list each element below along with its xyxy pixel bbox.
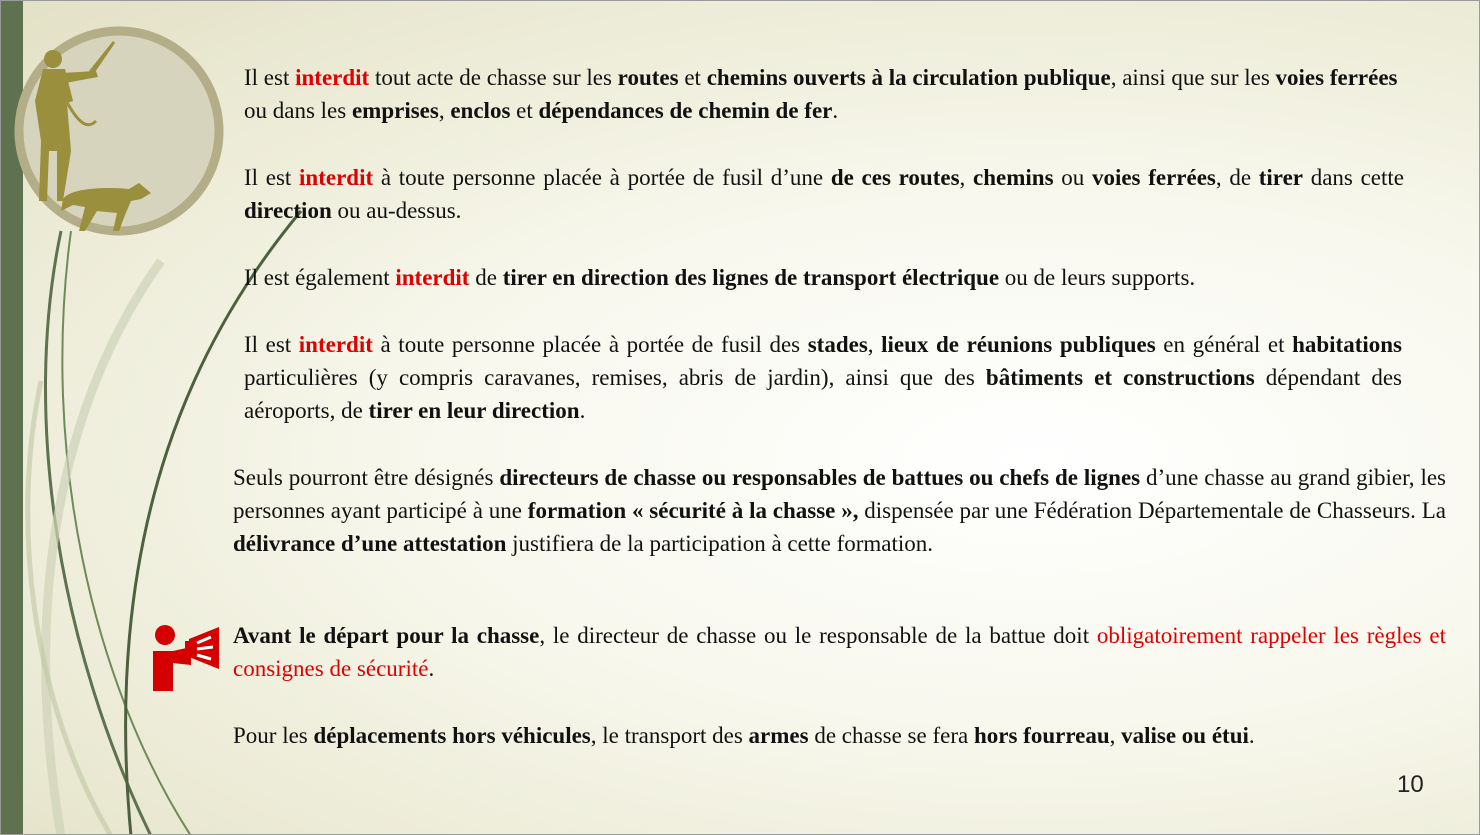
text: de chasse se fera xyxy=(808,723,974,748)
text: Il est xyxy=(244,332,299,357)
page-number: 10 xyxy=(1397,771,1424,798)
bold-text: formation « sécurité à la chasse », xyxy=(527,498,859,523)
text: dépendant des aéroports, de xyxy=(244,365,1402,423)
bold-text: voies ferrées xyxy=(1091,165,1216,190)
bold-text: directeurs de chasse ou responsables de battues ou chefs de lignes xyxy=(499,465,1141,490)
text: tout acte de chasse sur les xyxy=(369,65,618,90)
bold-text: valise ou étui xyxy=(1121,723,1249,748)
emphasis-interdit: interdit xyxy=(395,265,470,290)
emphasis-interdit: interdit xyxy=(298,332,373,357)
text: et xyxy=(678,65,707,90)
text: , xyxy=(959,165,974,190)
paragraph-power-lines xyxy=(244,261,1414,294)
bold-text: voies ferrées xyxy=(1275,65,1398,90)
text: à toute personne placée à portée de fusil des xyxy=(372,332,808,357)
text: et xyxy=(510,98,539,123)
bold-text: de ces routes xyxy=(830,165,960,190)
bold-text: hors fourreau xyxy=(973,723,1110,748)
bold-text: emprises xyxy=(351,98,439,123)
paragraph-shooting-direction xyxy=(244,161,1404,227)
text: ou dans les xyxy=(244,98,352,123)
red-emphasis: obligatoirement rappeler les règles et consignes de sécurité xyxy=(233,623,1446,681)
text: Il est xyxy=(244,65,296,90)
bold-text: déplacements hors véhicules xyxy=(313,723,591,748)
text: à toute personne placée à portée de fusil d’une xyxy=(373,165,831,190)
text: , de xyxy=(1215,165,1259,190)
text: Il est également xyxy=(244,265,396,290)
text: . xyxy=(832,98,839,123)
text: de xyxy=(469,265,503,290)
text: Pour les xyxy=(233,723,314,748)
paragraph-roads-railways xyxy=(244,61,1404,127)
paragraph-hunt-directors xyxy=(233,461,1446,560)
text: ou au-dessus. xyxy=(331,198,462,223)
text: Il est xyxy=(244,165,300,190)
text: dispensée par une Fédération Départementale de Chasseurs. La xyxy=(858,498,1446,523)
bold-text: lieux de réunions publiques xyxy=(881,332,1156,357)
paragraph-public-places xyxy=(244,328,1402,427)
bold-text: routes xyxy=(617,65,679,90)
bold-text: direction xyxy=(244,198,332,223)
bold-text: enclos xyxy=(450,98,511,123)
bold-text: tirer en leur direction xyxy=(368,398,580,423)
text: d’une chasse au grand gibier, les personnes ayant participé à une xyxy=(233,465,1446,523)
bold-text: délivrance d’une attestation xyxy=(233,531,507,556)
text: , xyxy=(867,332,882,357)
text: particulières (y compris caravanes, remises, abris de jardin), ainsi que des xyxy=(244,365,986,390)
emphasis-interdit: interdit xyxy=(295,65,370,90)
bold-text: armes xyxy=(748,723,809,748)
decor-stem-1 xyxy=(45,231,151,835)
text: ou de leurs supports. xyxy=(999,265,1196,290)
bold-text: tirer en direction des lignes de transport électrique xyxy=(502,265,1000,290)
text: . xyxy=(579,398,586,423)
text: , ainsi que sur les xyxy=(1110,65,1276,90)
bold-text: stades xyxy=(807,332,868,357)
paragraph-weapon-transport xyxy=(233,719,1446,752)
bold-text: tirer xyxy=(1258,165,1304,190)
bold-text: bâtiments et constructions xyxy=(985,365,1255,390)
bold-text: Avant le départ pour la chasse xyxy=(233,623,540,648)
text: , le directeur de chasse ou le responsable de la battue doit xyxy=(539,623,1097,648)
paragraph-before-departure xyxy=(233,619,1446,685)
text: en général et xyxy=(1155,332,1293,357)
bold-text: dépendances de chemin de fer xyxy=(538,98,833,123)
megaphone-person-icon xyxy=(151,621,223,693)
text: ou xyxy=(1053,165,1092,190)
text: , xyxy=(1109,723,1122,748)
text: , le transport des xyxy=(590,723,749,748)
emphasis-interdit: interdit xyxy=(299,165,374,190)
bold-text: chemins ouverts à la circulation publique xyxy=(706,65,1111,90)
text: , xyxy=(438,98,451,123)
bold-text: chemins xyxy=(973,165,1054,190)
text: dans cette xyxy=(1303,165,1405,190)
bold-text: habitations xyxy=(1292,332,1403,357)
text: . xyxy=(428,656,435,681)
text: . xyxy=(1248,723,1255,748)
text: Seuls pourront être désignés xyxy=(233,465,500,490)
text: justifiera de la participation à cette formation. xyxy=(506,531,934,556)
